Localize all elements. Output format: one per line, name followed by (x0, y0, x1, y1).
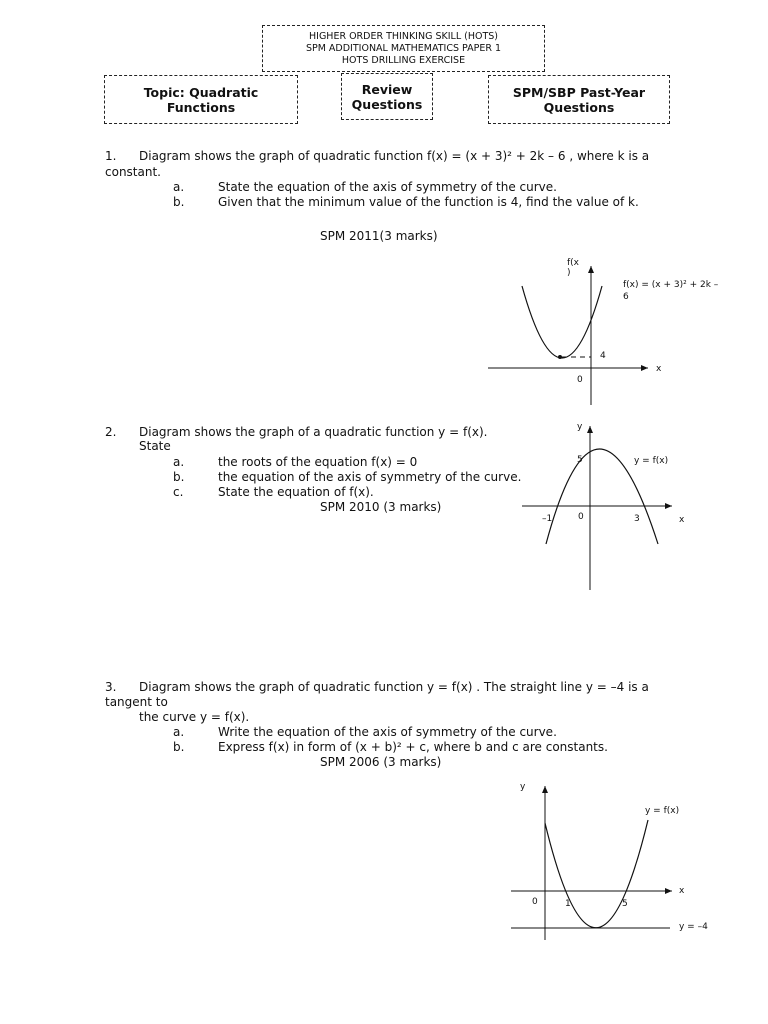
q1-origin-label: 0 (577, 375, 583, 385)
q3-text-1: Diagram shows the graph of quadratic function y = f(x) . The straight line y = –4 is a (139, 680, 649, 694)
review-line-1: Review (361, 81, 413, 97)
q2-text-1: Diagram shows the graph of a quadratic function y = f(x). (139, 425, 488, 439)
q3-a-label: a. (173, 725, 185, 739)
q3-origin-label: 0 (532, 897, 538, 907)
q3-b-text: Express f(x) in form of (x + b)² + c, where b and c are constants. (218, 740, 608, 754)
header-line-1: HIGHER ORDER THINKING SKILL (HOTS) (309, 30, 498, 42)
q3-number: 3. (105, 680, 117, 694)
q1-a-text: State the equation of the axis of symmetry of the curve. (218, 180, 557, 194)
q2-root-right-label: 3 (634, 514, 640, 524)
past-year-line-1: SPM/SBP Past-Year (512, 84, 646, 100)
q1-equation-2: 6 (623, 292, 629, 302)
q1-text-1: Diagram shows the graph of quadratic function f(x) = (x + 3)² + 2k – 6 , where k is a (139, 149, 650, 163)
q2-b-text: the equation of the axis of symmetry of the curve. (218, 470, 522, 484)
q1-number: 1. (105, 149, 117, 163)
q2-y-label: y (577, 422, 583, 432)
past-year-line-2: Questions (543, 99, 615, 115)
q3-y-label: y (520, 782, 526, 792)
q3-x-label: x (679, 886, 685, 896)
q1-a-label: a. (173, 180, 185, 194)
q1-min-label: 4 (600, 351, 606, 361)
q2-x-label: x (679, 515, 685, 525)
q2-text-2: State (139, 439, 171, 453)
q2-origin-label: 0 (578, 512, 584, 522)
review-line-2: Questions (351, 96, 423, 112)
q2-number: 2. (105, 425, 117, 439)
q3-source: SPM 2006 (3 marks) (320, 755, 442, 769)
q1-x-label: x (656, 364, 662, 374)
header-line-2: SPM ADDITIONAL MATHEMATICS PAPER 1 (305, 42, 502, 54)
header-line-3: HOTS DRILLING EXERCISE (341, 54, 466, 66)
q3-text-2: tangent to (105, 695, 168, 709)
q2-a-label: a. (173, 455, 185, 469)
q2-y-intercept-label: 5 (577, 455, 583, 465)
q2-source: SPM 2010 (3 marks) (320, 500, 442, 514)
q1-b-text: Given that the minimum value of the function is 4, find the value of k. (218, 195, 639, 209)
q1-source: SPM 2011(3 marks) (320, 229, 438, 243)
q2-c-label: c. (173, 485, 184, 499)
q2-c-text: State the equation of f(x). (218, 485, 374, 499)
q1-text-2: constant. (105, 165, 161, 179)
q3-b-label: b. (173, 740, 185, 754)
q3-text-3: the curve y = f(x). (139, 710, 250, 724)
q1-y-label-1: f(x (567, 258, 580, 268)
q1-y-label-2: ) (567, 268, 571, 278)
q2-equation-label: y = f(x) (634, 456, 669, 466)
q3-root-right-label: 5 (622, 899, 628, 909)
q1-equation-1: f(x) = (x + 3)² + 2k – (623, 280, 719, 290)
q3-equation-label: y = f(x) (645, 806, 680, 816)
q3-curve (545, 820, 648, 928)
q1-b-label: b. (173, 195, 185, 209)
q3-a-text: Write the equation of the axis of symmetry of the curve. (218, 725, 557, 739)
q2-a-text: the roots of the equation f(x) = 0 (218, 455, 418, 469)
q3-tangent-label: y = –4 (679, 922, 708, 932)
topic-line-1: Topic: Quadratic (143, 84, 259, 100)
topic-line-2: Functions (166, 99, 236, 115)
q2-b-label: b. (173, 470, 185, 484)
q3-root-left-label: 1 (565, 899, 571, 909)
q2-root-left-label: –1 (542, 514, 553, 524)
